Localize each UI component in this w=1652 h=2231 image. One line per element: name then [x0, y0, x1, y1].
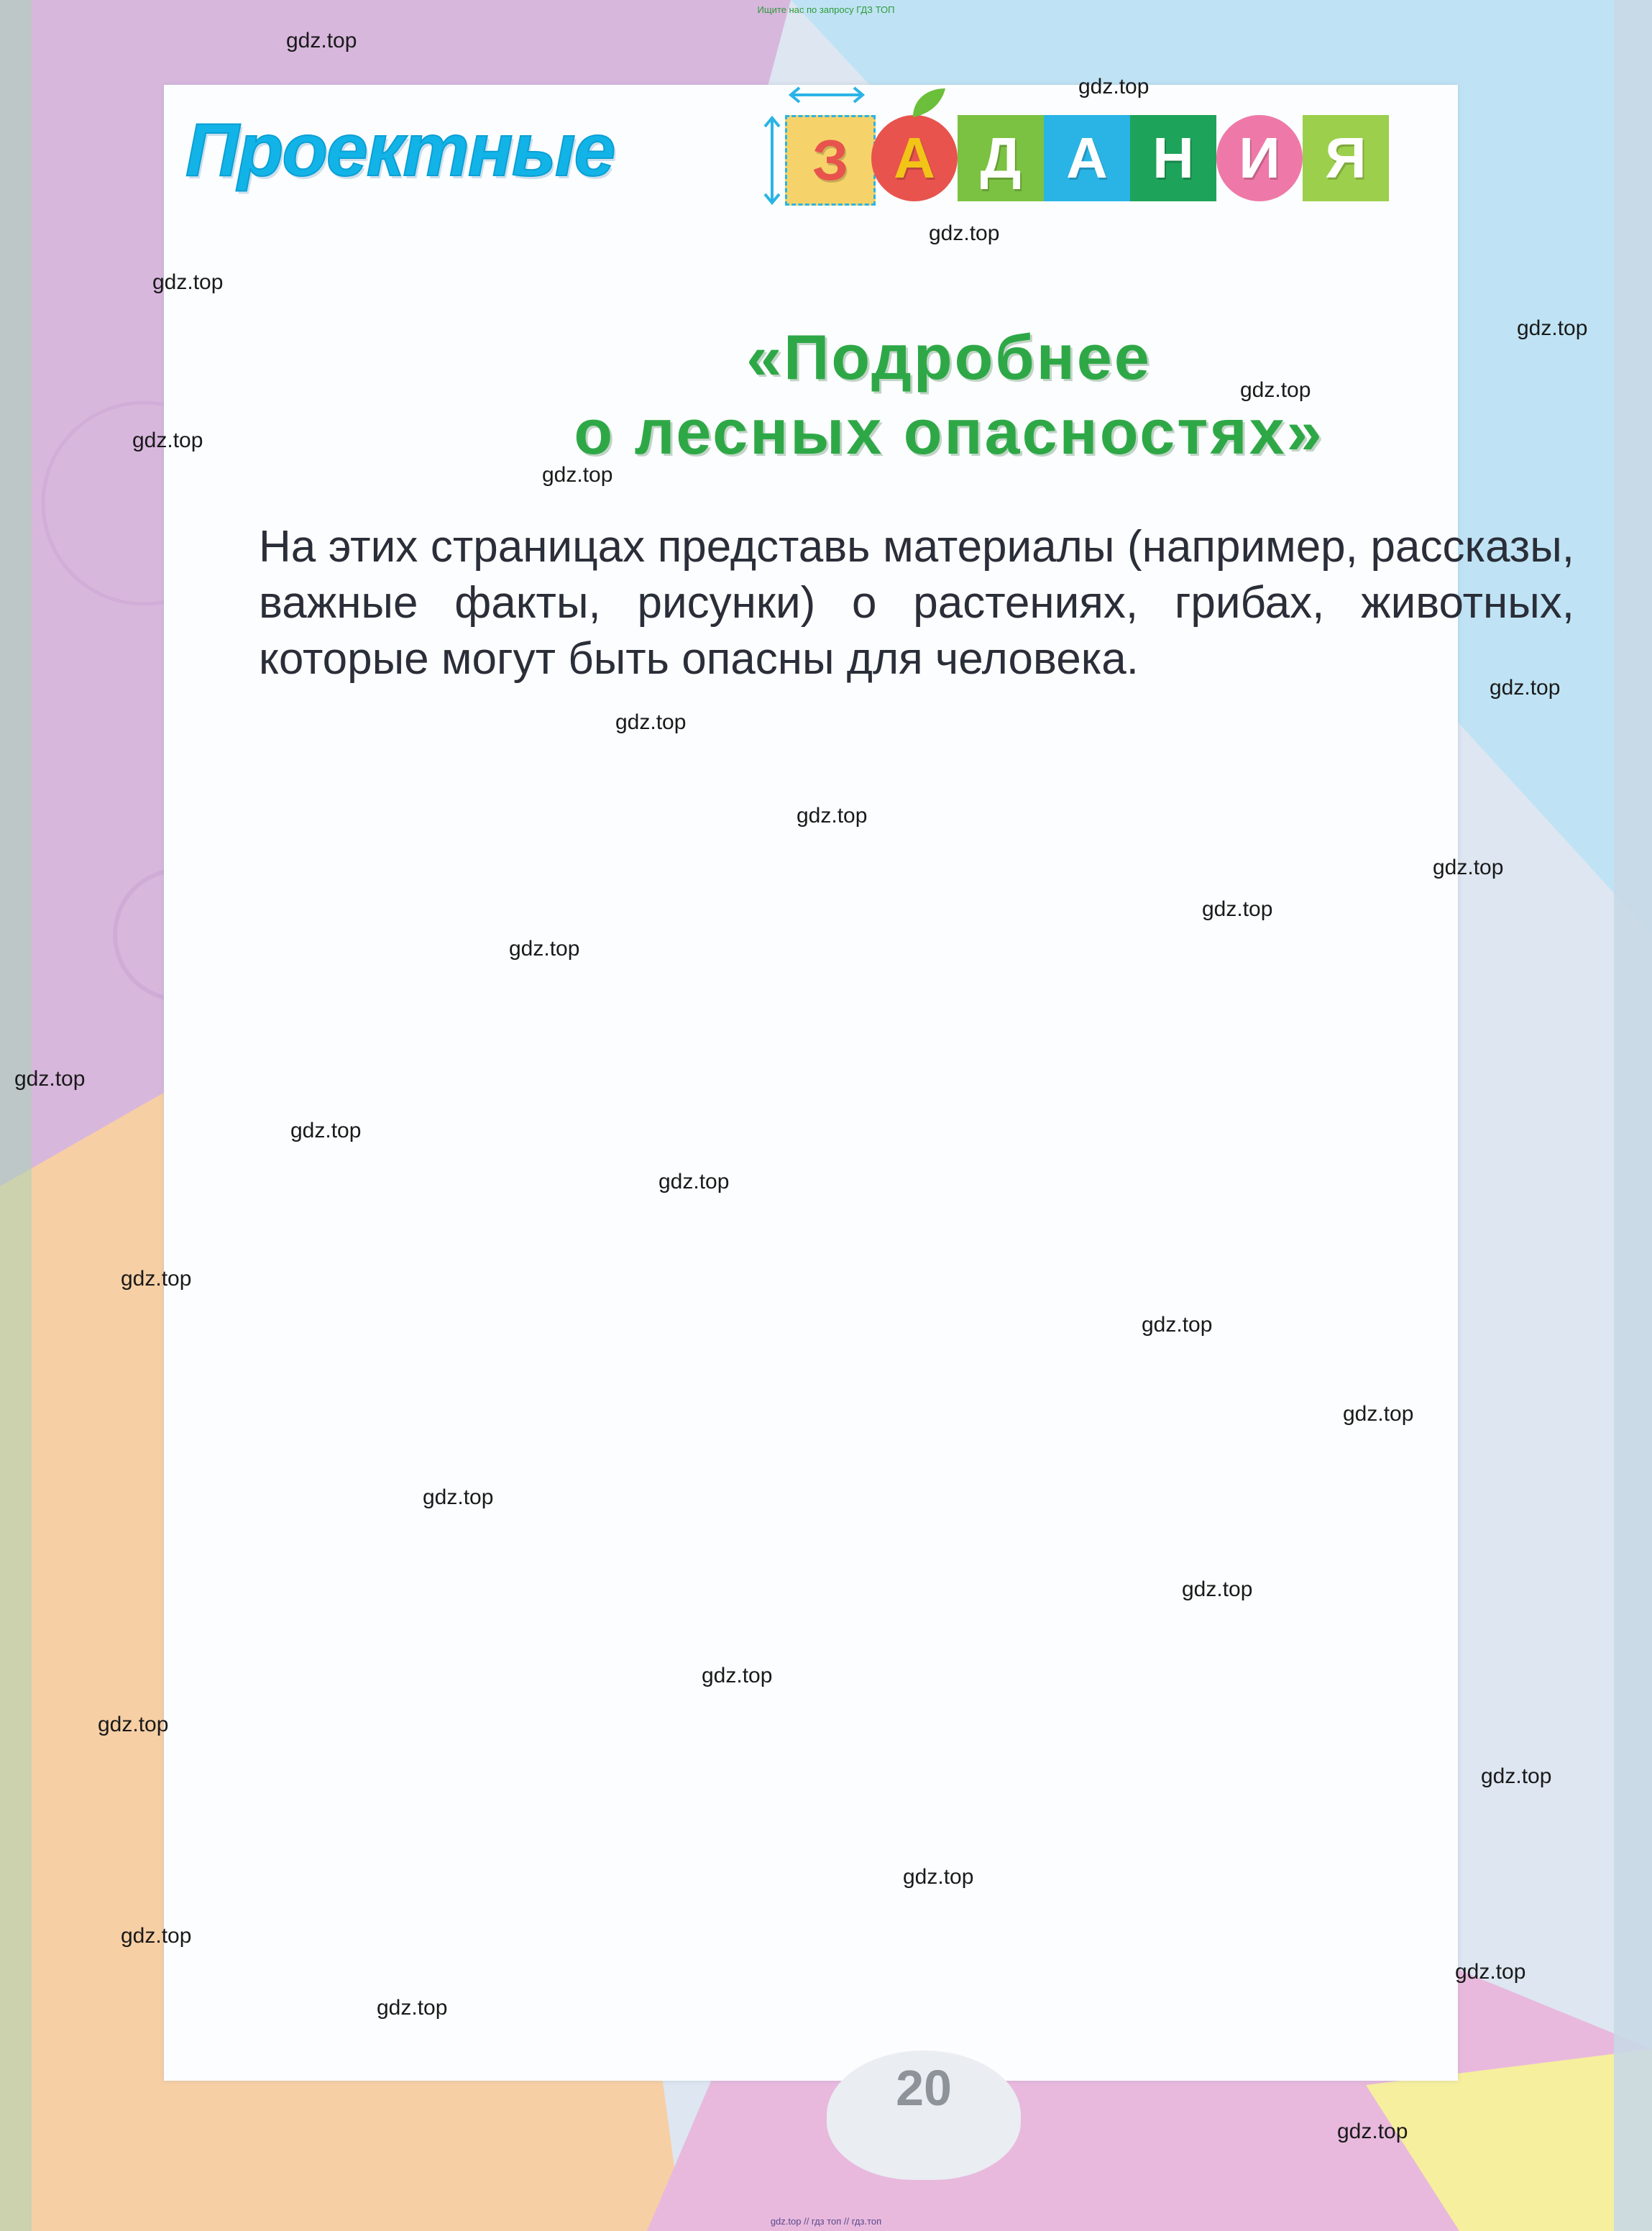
project-heading	[403, 320, 1495, 469]
apple-letter-tile	[871, 115, 958, 201]
letter-char: И	[1239, 126, 1280, 190]
section-title: Проектные	[185, 109, 615, 192]
watermark-text: gdz.top	[98, 1713, 169, 1736]
letter-char: Д	[980, 126, 1022, 190]
top-note: Ищите нас по запросу ГДЗ ТОП	[757, 4, 895, 15]
letter-char: А	[1066, 126, 1108, 190]
task-text: На этих страницах представь материалы (например, рассказы, важные факты, рисунки) о растениях, грибах, животных, которые могут быть опасны для человека.	[259, 522, 1574, 684]
heading-line-1: «Подробнее	[746, 321, 1152, 393]
watermark-text: gdz.top	[1490, 676, 1561, 700]
letter-tile	[785, 115, 876, 206]
watermark-text: gdz.top	[658, 1170, 730, 1194]
page-number: 20	[896, 2060, 952, 2116]
watermark-text: gdz.top	[1078, 75, 1149, 99]
watermark-text: gdz.top	[121, 1267, 192, 1291]
watermark-text: gdz.top	[1343, 1402, 1414, 1426]
letter-tile	[1044, 115, 1130, 201]
watermark-text: gdz.top	[1240, 378, 1311, 402]
watermark-text: gdz.top	[702, 1664, 773, 1687]
watermark-text: gdz.top	[290, 1119, 362, 1142]
letter-char: Н	[1152, 126, 1194, 190]
letter-tile	[958, 115, 1044, 201]
watermark-text: gdz.top	[1337, 2120, 1408, 2143]
watermark-text: gdz.top	[929, 221, 1000, 245]
page-number-badge	[827, 2051, 1021, 2180]
watermark-text: gdz.top	[286, 29, 357, 52]
watermark-text: gdz.top	[615, 710, 687, 734]
watermark-text: gdz.top	[1433, 856, 1504, 879]
watermark-text: gdz.top	[152, 270, 224, 294]
watermark-text: gdz.top	[423, 1485, 494, 1509]
letter-char: А	[894, 126, 935, 190]
apple-leaf-icon	[906, 85, 949, 121]
watermark-text: gdz.top	[509, 937, 580, 961]
watermark-text: gdz.top	[1202, 897, 1273, 921]
letter-tile	[1216, 115, 1303, 201]
watermark-text: gdz.top	[121, 1924, 192, 1948]
watermark-text: gdz.top	[377, 1996, 448, 2020]
bottom-note: gdz.top // гдз топ // гдз.топ	[770, 2216, 882, 2227]
letter-char: З	[812, 128, 849, 192]
watermark-text: gdz.top	[1182, 1577, 1253, 1601]
watermark-text: gdz.top	[1455, 1960, 1526, 1984]
watermark-text: gdz.top	[132, 429, 203, 452]
heading-line-2: о лесных опасностях»	[574, 396, 1324, 467]
watermark-text: gdz.top	[903, 1865, 974, 1889]
letter-tile	[1303, 115, 1389, 201]
watermark-text: gdz.top	[797, 804, 868, 828]
watermark-text: gdz.top	[1481, 1764, 1552, 1788]
watermark-text: gdz.top	[1142, 1313, 1213, 1337]
watermark-text: gdz.top	[542, 463, 613, 487]
watermark-text: gdz.top	[1517, 316, 1588, 340]
letter-char: Я	[1325, 126, 1367, 190]
letter-tile	[1130, 115, 1216, 201]
letter-tiles	[785, 115, 1403, 201]
watermark-text: gdz.top	[14, 1067, 86, 1091]
